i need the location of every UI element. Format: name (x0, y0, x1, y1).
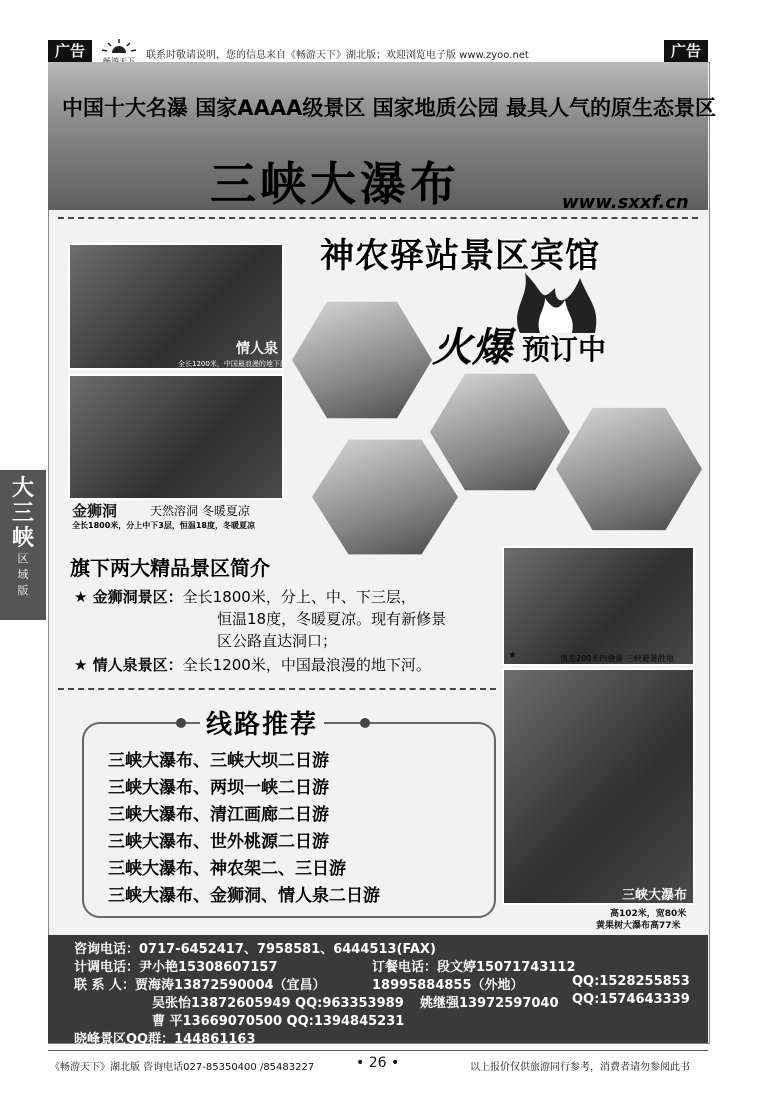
waterfall-photo-large (502, 668, 695, 905)
hot-label: 火爆 (432, 325, 512, 371)
intro-item2 (74, 654, 431, 676)
ad-tag-right: 广告 (664, 40, 708, 62)
divider-middle (58, 688, 496, 690)
route-item: 三峡大瀑布、清江画廊二日游 (108, 805, 329, 825)
route-item: 三峡大瀑布、神农架二、三日游 (108, 859, 346, 879)
qingrenquan-label: 情人泉 (236, 341, 278, 357)
banner-title: 三峡大瀑布 (210, 157, 460, 211)
intro-item1-line2: 恒温18度，冬暖夏凉。现有新修景 (217, 610, 447, 628)
route-item: 三峡大瀑布、两坝一峡二日游 (108, 778, 329, 798)
waterfall-small-logo: ★ (508, 650, 517, 661)
contact-dispatch: 计调电话：尹小艳15308607157 (74, 960, 278, 975)
banner-headline: 中国十大名瀑 国家AAAA级景区 国家地质公园 最具人气的原生态景区 (62, 96, 716, 120)
jinshidong-caption: 天然溶洞 冬暖夏凉 (150, 504, 250, 518)
jinshidong-photo (68, 374, 284, 500)
waterfall-photo-small (502, 546, 695, 666)
contact-person2: 18995884855（外地） (372, 978, 524, 993)
sidebar-small-char: 版 (17, 584, 29, 597)
sun-logo-icon (100, 39, 138, 53)
waterfall-large-note2: 黄果树大瀑布高77米 (596, 921, 681, 931)
route-dot-left (176, 718, 186, 728)
contact-person4: 姚继强13972597040 (420, 996, 559, 1011)
sidebar-char: 峡 (11, 526, 34, 551)
sidebar-small-char: 域 (17, 568, 29, 581)
logo (100, 38, 138, 62)
contact-qq1: QQ:1528255853 (572, 974, 690, 989)
footer-rule (48, 1050, 708, 1051)
sidebar-char: 大 (11, 476, 34, 501)
waterfall-large-note1: 高102米，宽80米 (610, 909, 687, 919)
route-item: 三峡大瀑布、世外桃源二日游 (108, 832, 329, 852)
intro-item1-line1: 全长1800米，分上、中、下三层， (182, 588, 416, 606)
sidebar-small-char: 区 (17, 552, 29, 565)
ad-tag-left: 广告 (48, 40, 92, 62)
footer-right: 以上报价仅供旅游同行参考，消费者请勿参阅此书 (470, 1062, 690, 1073)
route-item: 三峡大瀑布、金狮洞、情人泉二日游 (108, 886, 380, 906)
intro-title: 旗下两大精品景区简介 (70, 556, 270, 580)
intro-item1-line3: 区公路直达洞口； (217, 632, 338, 650)
footer-left: 《畅游天下》湖北版 咨询电话027-85350400 /85483227 (50, 1062, 315, 1073)
divider-top (58, 217, 698, 219)
website-link[interactable]: www.sxxf.cn (562, 192, 689, 213)
jinshidong-note: 全长1800米，分上中下3层，恒温18度，冬暖夏凉 (72, 521, 255, 530)
waterfall-small-caption: 落差200米四叠瀑 三峡避暑胜地 (560, 654, 674, 663)
contact-person3: 吴张怡13872605949 QQ:963353989 (152, 996, 404, 1011)
route-item: 三峡大瀑布、三峡大坝二日游 (108, 751, 329, 771)
contact-phone: 咨询电话：0717-6452417、7958581、6444513(FAX) (74, 942, 436, 957)
intro-item2-name: ★ 情人泉景区： (74, 656, 183, 674)
contact-person5: 曹 平13669070500 QQ:1394845231 (152, 1014, 405, 1029)
hotel-title: 神农驿站景区宾馆 (320, 236, 600, 276)
contact-qq2: QQ:1574643339 (572, 992, 690, 1007)
waterfall-large-label: 三峡大瀑布 (622, 888, 688, 903)
intro-item1 (74, 586, 416, 608)
route-title: 线路推荐 (200, 704, 324, 741)
booking-label: 预订中 (522, 333, 607, 366)
page-number: • 26 • (356, 1055, 400, 1071)
qingrenquan-note: 全长1200米，中国最浪漫的地下河 (178, 360, 287, 368)
sidebar-char: 三 (11, 501, 34, 526)
route-dot-right (360, 718, 370, 728)
contact-person1: 联 系 人：贾海涛13872590004（宜昌） (74, 978, 326, 993)
header-notice: 联系时敬请说明，您的信息来自《畅游天下》湖北版；欢迎浏览电子版 www.zyoo.net (146, 50, 529, 61)
jinshidong-label: 金狮洞 (72, 502, 118, 520)
contact-dining: 订餐电话：段文婷15071743112 (372, 960, 576, 975)
region-sidebar (0, 470, 46, 620)
contact-qq-group: 晓峰景区QQ群：144861163 (74, 1032, 256, 1047)
intro-item2-line1: 全长1200米，中国最浪漫的地下河。 (182, 656, 431, 674)
intro-item1-name: ★ 金狮洞景区： (74, 588, 183, 606)
